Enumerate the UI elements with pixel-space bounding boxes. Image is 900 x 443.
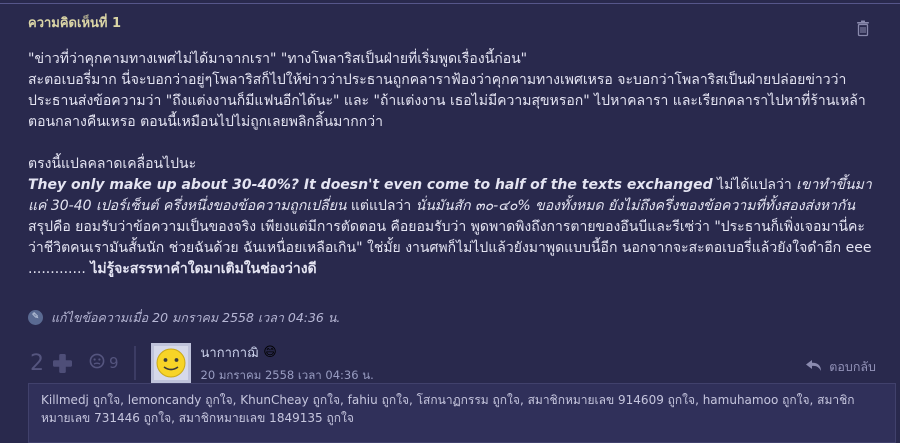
plus-vote-button[interactable]: [52, 353, 73, 374]
translation-connector-2: แต่แปลว่า: [346, 198, 416, 214]
summary-bold-text: ไม่รู้จะสรรหาคำใดมาเติมในช่องว่างดี: [90, 261, 317, 277]
emotion-face-icon: [89, 353, 105, 373]
delete-comment-button[interactable]: [856, 20, 870, 37]
translation-connector-1: ไม่ได้แปลว่า: [712, 177, 797, 193]
blank-line: [28, 133, 873, 154]
reply-label: ตอบกลับ: [829, 359, 876, 374]
footer-divider: [134, 346, 136, 380]
edit-note-text: แก้ไขข้อความเมื่อ 20 มกราคม 2558 เวลา 04:36 น.: [51, 310, 341, 325]
emotion-count: 9: [109, 354, 119, 372]
comment-footer: [30, 341, 374, 385]
paragraph-summary: [28, 217, 873, 280]
top-divider: [0, 3, 900, 4]
edited-icon: ✎: [28, 310, 43, 325]
comment-body: [28, 49, 873, 328]
username-link[interactable]: นากากาฌิ: [200, 345, 259, 361]
paragraph-1-text: สะตอเบอรี่มาก นี่จะบอกว่าอยู่ๆโพลาริสก็ไปให้ข่าวว่าประธานถูกคลาราฟ้องว่าคุกคามทางเพศเหรอ จะบอกว่าโพลาริสเป็นฝ่ายปล่อยข่าวว่าประธานส่งข้อความว่า "ถึงแต่งงานก็มีแฟนอีกได้นะ" และ "ถ้าแต่งงาน เธอไม่มีความสุขหรอก" ไปหาคลารา และเรียกคลาราไปหาที่ร้านเหล้าตอนกลางคืนเหรอ ตอนนี้เหมือนไปไม่ถูกเลยพลิกลิ้นมากกว่า: [28, 72, 866, 130]
emotion-button[interactable]: [89, 353, 119, 373]
user-info: [201, 342, 374, 385]
liked-by-box[interactable]: [28, 383, 896, 443]
liked-by-text: Killmedj ถูกใจ, lemoncandy ถูกใจ, KhunCheay ถูกใจ, fahiu ถูกใจ, โสกนาฏกรรม ถูกใจ, สมาชิกหมายเลข 914609 ถูกใจ, hamuhamoo ถูกใจ, สมาชิกหมายเลข 731446 ถูกใจ, สมาชิกหมายเลข 1849135 ถูกใจ: [41, 393, 855, 425]
quote-line: "ข่าวที่ว่าคุกคามทางเพศไม่ได้มาจากเรา" "ทางโพลาริสเป็นฝ่ายที่เริ่มพูดเรื่องนี้ก่อน": [28, 51, 528, 67]
paragraph-translation: [28, 154, 873, 217]
paragraph-quotes: [28, 49, 873, 133]
reply-arrow-icon: [805, 359, 822, 375]
correct-translation-text: นั่นมันสัก ๓๐-๔๐% ของทั้งหมด ยังไม่ถึงครึ่งของข้อความที่ทั้งสองส่งหากัน: [415, 198, 856, 214]
plus-vote-icon: [52, 359, 73, 378]
trash-icon: [856, 22, 870, 41]
english-quote-text: They only make up about 30-40%? It doesn't even come to half of the texts exchanged: [28, 177, 713, 193]
user-emoji-icon: 😄: [263, 344, 277, 360]
comment-timestamp: 20 มกราคม 2558 เวลา 04:36 น.: [200, 367, 374, 382]
comment-number-title: ความคิดเห็นที่ 1: [28, 16, 122, 31]
summary-text: สรุปคือ ยอมรับว่าข้อความเป็นของจริง เพียงแต่มีการตัดตอน คือยอมรับว่า พูดพาดพิงถึงการตายของอึนบีและรีเซ่ว่า "ประธานก็เพิ่งเจอมานี่คะว่าชีวิตคนเรามันสั้นนัก ช่วยฉันด้วย ฉันเหนื่อยเหลือเกิน" ใช่มั้ย งานศพก็ไม่ไปแล้วยังมาพูดแบบนี้อีก นอกจากจะสะตอเบอรี่แล้วยังใจดำอีก eee .............: [28, 219, 872, 277]
wrong-translation-text: เขาทำขึ้นมาแค่ 30-40 เปอร์เซ็นต์ ครึ่งหนึ่งของข้อความถูกเปลี่ยน: [28, 177, 872, 214]
reply-button[interactable]: [805, 357, 876, 377]
translation-note-head: ตรงนี้แปลคลาดเคลื่อนไปนะ: [28, 156, 197, 172]
user-avatar[interactable]: [151, 343, 191, 383]
edit-note: [28, 307, 873, 328]
plus-vote-count: 2: [30, 350, 44, 376]
